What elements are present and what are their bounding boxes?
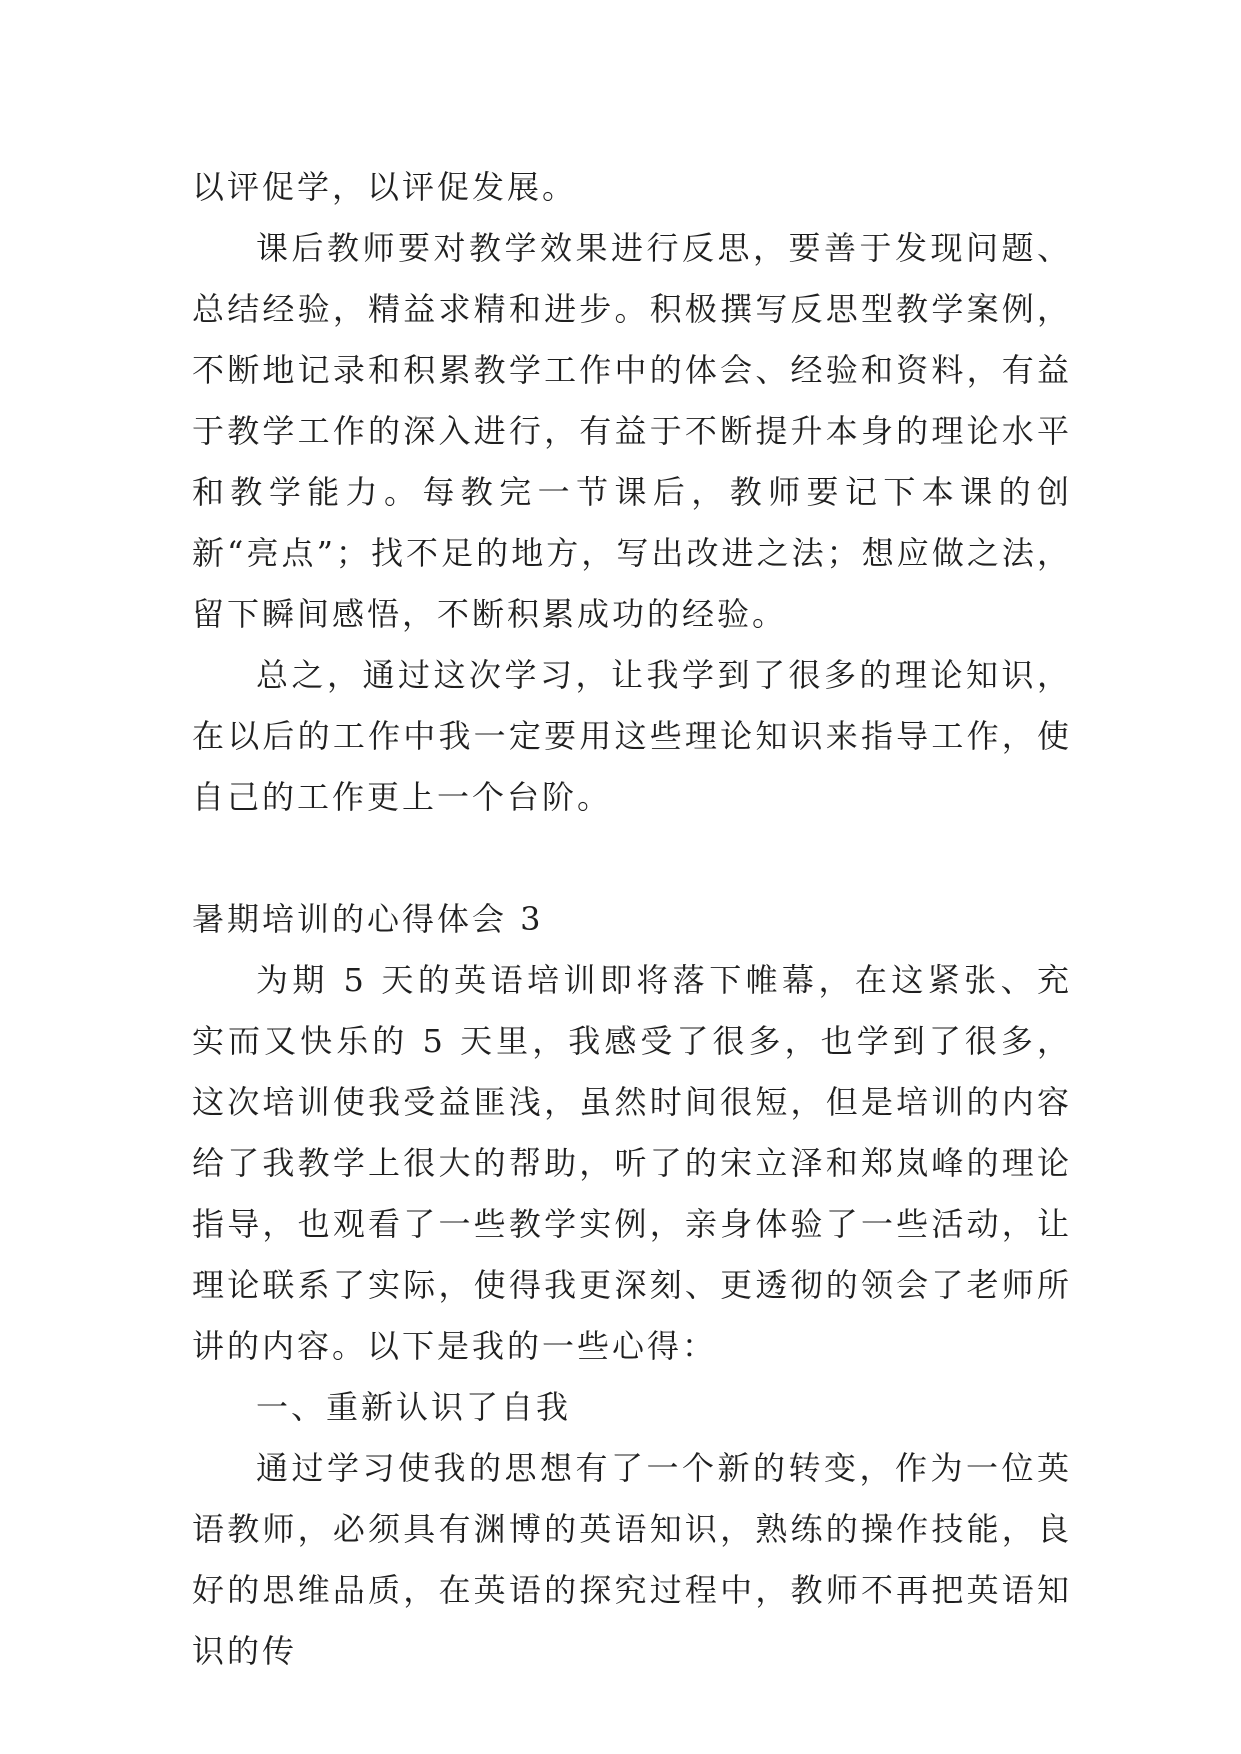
document-body <box>192 157 1072 1682</box>
section-title: 暑期培训的心得体会 3 <box>192 900 544 938</box>
paragraph-continuation: 以评促学，以评促发展。 <box>192 168 578 206</box>
paragraph-summary: 总之，通过这次学习，让我学到了很多的理论知识，在以后的工作中我一定要用这些理论知识来指导工作，使自己的工作更上一个台阶。 <box>192 656 1072 816</box>
paragraph-training-intro: 为期 5 天的英语培训即将落下帷幕，在这紧张、充实而又快乐的 5 天里，我感受了很多，也学到了很多，这次培训使我受益匪浅，虽然时间很短，但是培训的内容给了我教学上很大的帮助，听了的宋立泽和郑岚峰的理论指导，也观看了一些教学实例，亲身体验了一些活动，让理论联系了实际，使得我更深刻、更透彻的领会了老师所讲的内容。以下是我的一些心得： <box>192 961 1072 1365</box>
paragraph-reflection: 课后教师要对教学效果进行反思，要善于发现问题、总结经验，精益求精和进步。积极撰写反思型教学案例，不断地记录和积累教学工作中的体会、经验和资料，有益于教学工作的深入进行，有益于不断提升本身的理论水平和教学能力。每教完一节课后，教师要记下本课的创新“亮点”；找不足的地方，写出改进之法；想应做之法，留下瞬间感悟，不断积累成功的经验。 <box>192 229 1072 633</box>
paragraph-thought-change: 通过学习使我的思想有了一个新的转变，作为一位英语教师，必须具有渊博的英语知识，熟练的操作技能，良好的思维品质，在英语的探究过程中，教师不再把英语知识的传 <box>192 1449 1072 1670</box>
subheading-self-recognition: 一、重新认识了自我 <box>256 1388 572 1426</box>
